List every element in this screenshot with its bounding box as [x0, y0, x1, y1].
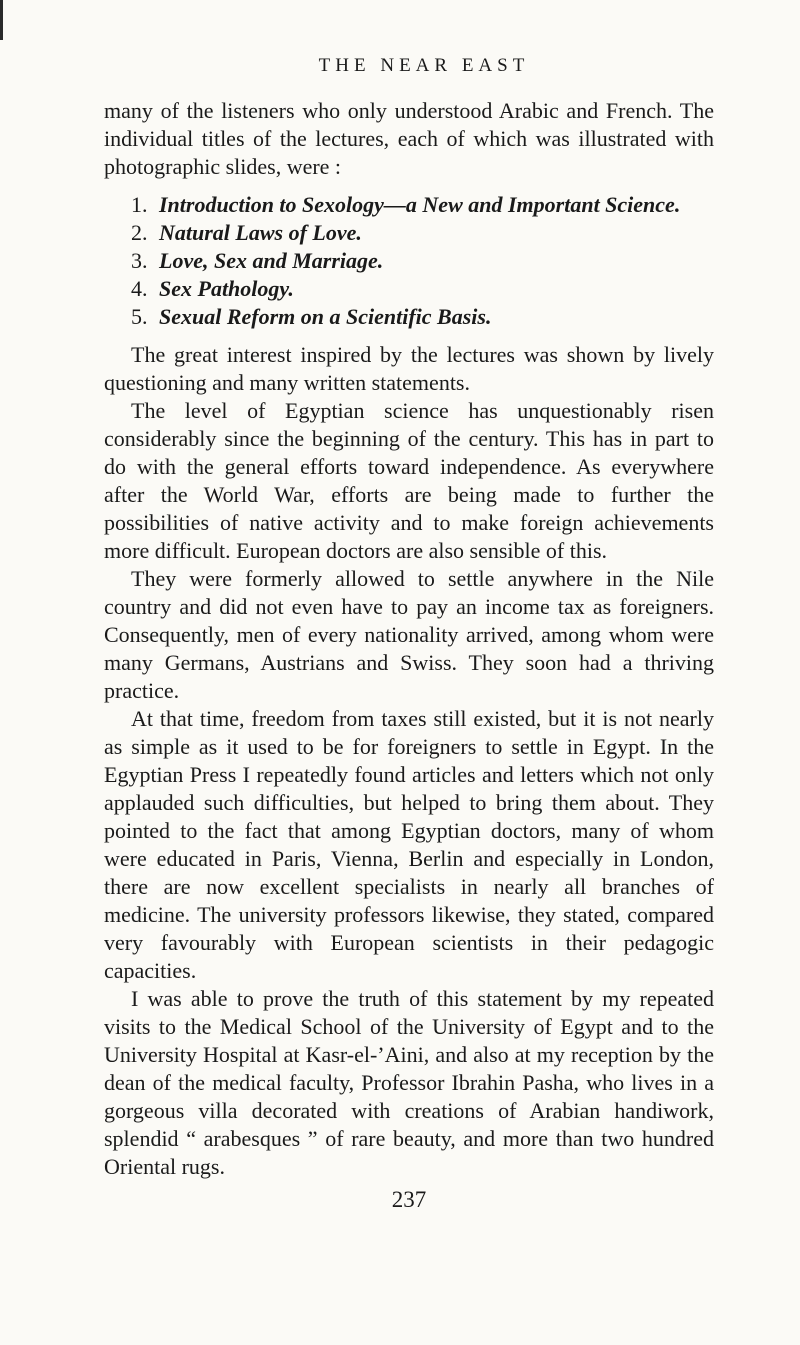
lecture-title: Introduction to Sexology—a New and Important Science. — [159, 192, 681, 217]
lecture-list — [104, 191, 714, 331]
list-item — [131, 275, 714, 303]
page-edge-mark — [0, 0, 3, 40]
book-page — [104, 55, 714, 1213]
body-paragraph: At that time, freedom from taxes still existed, but it is not nearly as simple as it used to be for foreigners to settle in Egypt. In the Egyptian Press I repeatedly found articles and letters which not only applauded such difficulties, but helped to bring them about. They pointed to the fact that among Egyptian doctors, many of whom were educated in Paris, Vienna, Berlin and especially in London, there are now excellent specialists in nearly all branches of medicine. The university professors likewise, they stated, compared very favourably with European scientists in their pedagogic capacities. — [104, 706, 714, 983]
lecture-title: Sexual Reform on a Scientific Basis. — [159, 304, 492, 329]
list-item — [131, 219, 714, 247]
list-number: 4. — [131, 276, 148, 301]
body-paragraph: They were formerly allowed to settle anywhere in the Nile country and did not even have to pay an income tax as foreigners. Consequently, men of every nationality arrived, among whom were many Germans, Austrians and Swiss. They soon had a thriving practice. — [104, 566, 714, 703]
page-number: 237 — [391, 1187, 427, 1212]
list-item — [131, 303, 714, 331]
body-paragraph: The level of Egyptian science has unquestionably risen considerably since the beginning of the century. This has in part to do with the general efforts toward independence. As everywhere after the World War, efforts are being made to further the possibilities of native activity and to make foreign achievements more difficult. European doctors are also sensible of this. — [104, 398, 714, 563]
lecture-title: Love, Sex and Marriage. — [159, 248, 384, 273]
list-item — [131, 191, 714, 219]
lecture-title: Sex Pathology. — [159, 276, 294, 301]
list-number: 1. — [131, 192, 148, 217]
list-number: 3. — [131, 248, 148, 273]
body-paragraph: I was able to prove the truth of this statement by my repeated visits to the Medical School of the University of Egypt and to the University Hospital at Kasr-el-’Aini, and also at my reception by the dean of the medical faculty, Professor Ibrahin Pasha, who lives in a gorgeous villa decorated with creations of Arabian handiwork, splendid “ arabesques ” of rare beauty, and more than two hundred Oriental rugs. — [104, 986, 714, 1179]
running-head: THE NEAR EAST — [318, 55, 530, 76]
list-item — [131, 247, 714, 275]
lecture-title: Natural Laws of Love. — [159, 220, 362, 245]
body-paragraph: The great interest inspired by the lectures was shown by lively questioning and many written statements. — [104, 342, 714, 395]
intro-paragraph: many of the listeners who only understood Arabic and French. The individual titles of the lectures, each of which was illustrated with photographic slides, were : — [104, 98, 714, 179]
list-number: 2. — [131, 220, 148, 245]
list-number: 5. — [131, 304, 148, 329]
